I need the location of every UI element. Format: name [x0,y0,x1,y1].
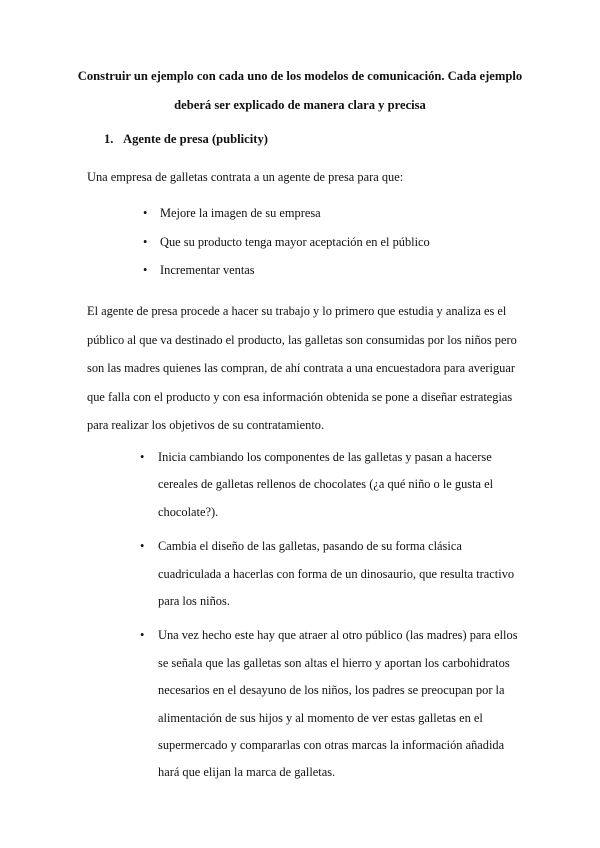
bullet-icon: • [140,450,145,464]
list-item [0,533,518,615]
paragraph-line: El agente de presa procede a hacer su trabajo y lo primero que estudia y analiza es el [87,304,507,318]
strategy-line: chocolate?). [158,504,219,519]
strategies-list [0,444,518,787]
document-title [60,62,540,120]
strategy-line: hará que elijan la marca de galletas. [158,765,336,780]
strategy-line: Inicia cambiando los componentes de las galletas y pasan a hacerse [158,450,492,464]
strategy-text [158,444,518,526]
strategy-line: cereales de galletas rellenos de chocolates (¿a qué niño o le gusta el [158,477,494,492]
section-number: 1. [104,132,114,146]
paragraph-line: para realizar los objetivos de su contratamiento. [87,418,325,433]
strategy-line: alimentación de sus hijos y al momento de ver estas galletas en el [158,710,483,725]
strategy-line: para los niños. [158,594,230,609]
title-line: Construir un ejemplo con cada uno de los modelos de comunicación. Cada ejemplo [77,69,523,83]
paragraph-line: que falla con el producto y con esa información obtenida se pone a diseñar estrategias [87,389,513,404]
bullet-icon: • [143,234,148,249]
bullet-icon: • [143,263,148,277]
intro-text: Una empresa de galletas contrata a un agente de presa para que: [87,170,404,184]
strategy-line: se señala que las galletas son altas el hierro y aportan los carbohidratos [158,655,510,670]
paragraph-line: son las madres quienes las compran, de ahí contrata a una encuestadora para averiguar [87,361,515,376]
title-line: deberá ser explicado de manera clara y precisa [174,98,426,112]
section-heading [104,132,268,147]
strategy-line: cuadriculada a hacerlas con forma de un dinosaurio, que resulta tractivo [158,566,515,581]
paragraph-line: público al que va destinado el producto, las galletas son consumidas por los niños pero [87,332,517,347]
strategy-line: supermercado y compararlas con otras marcas la información añadida [158,738,505,753]
section-heading-text: Agente de presa (publicity) [123,132,268,146]
strategy-text [158,533,518,615]
body-paragraph [87,297,517,440]
goal-text: Que su producto tenga mayor aceptación en el público [160,234,430,249]
list-item [0,622,518,786]
strategy-line: Una vez hecho este hay que atraer al otro público (las madres) para ellos [158,628,518,643]
goal-text: Incrementar ventas [160,263,255,277]
bullet-icon: • [140,628,145,643]
bullet-icon: • [143,206,148,220]
strategy-text [158,622,518,786]
goal-text: Mejore la imagen de su empresa [160,206,321,220]
strategy-line: necesarios en el desayuno de los niños, los padres se preocupan por la [158,683,505,698]
strategy-line: Cambia el diseño de las galletas, pasando de su forma clásica [158,539,462,554]
bullet-icon: • [140,539,145,554]
list-item [0,444,518,526]
